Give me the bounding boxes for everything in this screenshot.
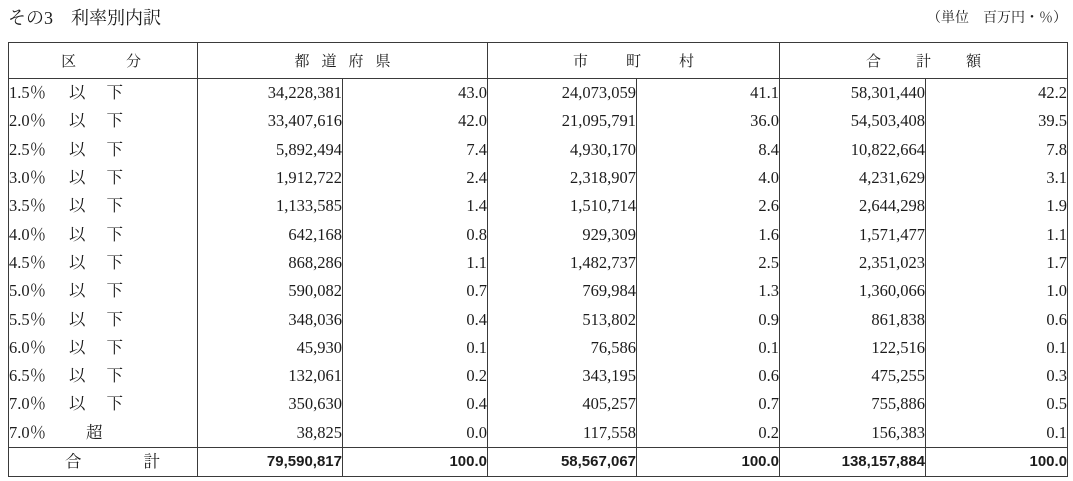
municipality-amount: 4,930,170 — [488, 136, 637, 164]
prefecture-amount: 132,061 — [198, 362, 343, 390]
rate-label: 7.0％ — [9, 394, 47, 414]
prefecture-percent: 0.4 — [343, 305, 488, 333]
condition-label: 以下 — [69, 309, 144, 329]
prefecture-amount: 590,082 — [198, 277, 343, 305]
condition-label: 超 — [86, 422, 103, 442]
rate-cell — [9, 419, 198, 448]
header-category — [9, 43, 198, 79]
condition-label: 以下 — [69, 83, 144, 103]
prefecture-percent: 7.4 — [343, 136, 488, 164]
total-percent: 0.5 — [1046, 394, 1068, 414]
total-amount: 1,360,066 — [780, 277, 926, 305]
prefecture-amount: 350,630 — [198, 390, 343, 418]
municipality-percent: 0.2 — [637, 419, 780, 448]
table-row — [9, 164, 1068, 192]
prefecture-percent: 0.2 — [343, 362, 488, 390]
prefecture-amount: 642,168 — [198, 220, 343, 248]
total-amount: 2,351,023 — [780, 249, 926, 277]
rate-cell — [9, 192, 198, 220]
total-amount: 58,301,440 — [780, 79, 926, 108]
condition-label: 以下 — [69, 281, 144, 301]
total-amount: 1,571,477 — [780, 220, 926, 248]
municipality-amount: 1,482,737 — [488, 249, 637, 277]
prefecture-amount: 33,407,616 — [198, 107, 343, 135]
prefecture-amount: 1,912,722 — [198, 164, 343, 192]
municipality-amount: 24,073,059 — [488, 79, 637, 108]
municipality-amount: 21,095,791 — [488, 107, 637, 135]
municipality-percent: 0.9 — [637, 305, 780, 333]
table-row — [9, 192, 1068, 220]
total-percent: 3.1 — [1046, 168, 1068, 188]
municipality-percent: 41.1 — [637, 79, 780, 108]
total-label: 合計 — [65, 451, 222, 471]
table-row — [9, 419, 1068, 448]
rate-cell — [9, 390, 198, 418]
rate-label: 3.5％ — [9, 196, 47, 216]
total-percent: 1.7 — [1046, 252, 1068, 272]
header-municipalities-label: 市町村 — [573, 54, 733, 70]
total-percent: 0.1 — [1046, 422, 1068, 442]
total-amount: 10,822,664 — [780, 136, 926, 164]
condition-label: 以下 — [69, 337, 144, 357]
total-amount: 861,838 — [780, 305, 926, 333]
prefecture-percent: 42.0 — [343, 107, 488, 135]
prefecture-amount: 34,228,381 — [198, 79, 343, 108]
page-title: その3 利率別内訳 — [8, 8, 161, 28]
grand-total-amount: 138,157,884 — [780, 447, 926, 476]
rate-cell — [9, 136, 198, 164]
municipality-amount: 513,802 — [488, 305, 637, 333]
total-percent: 39.5 — [1038, 111, 1068, 131]
municipality-percent: 36.0 — [637, 107, 780, 135]
rate-label: 2.0％ — [9, 111, 47, 131]
header-prefectures — [198, 43, 488, 79]
municipality-amount-total: 58,567,067 — [488, 447, 637, 476]
municipality-amount: 929,309 — [488, 220, 637, 248]
municipality-percent: 0.1 — [637, 334, 780, 362]
total-percent: 1.9 — [1046, 196, 1068, 216]
prefecture-amount-total: 79,590,817 — [198, 447, 343, 476]
prefecture-percent: 1.1 — [343, 249, 488, 277]
prefecture-percent: 2.4 — [343, 164, 488, 192]
rate-cell — [9, 79, 198, 108]
rate-label: 5.0％ — [9, 281, 47, 301]
total-amount: 4,231,629 — [780, 164, 926, 192]
rate-cell — [9, 277, 198, 305]
table-row — [9, 334, 1068, 362]
table-row — [9, 390, 1068, 418]
total-row — [9, 447, 1068, 476]
rate-cell — [9, 164, 198, 192]
rate-label: 6.0％ — [9, 337, 47, 357]
unit-note: （単位 百万円・％） — [927, 11, 1067, 26]
condition-label: 以下 — [69, 196, 144, 216]
rate-label: 6.5％ — [9, 366, 47, 386]
municipality-percent: 2.5 — [637, 249, 780, 277]
total-amount: 156,383 — [780, 419, 926, 448]
table-row — [9, 362, 1068, 390]
total-amount: 122,516 — [780, 334, 926, 362]
municipality-percent: 1.3 — [637, 277, 780, 305]
total-percent: 7.8 — [1046, 139, 1068, 159]
header-total-label: 合計額 — [866, 54, 1017, 70]
prefecture-percent: 0.7 — [343, 277, 488, 305]
header-prefectures-label: 都道府県 — [294, 54, 403, 70]
table-row — [9, 277, 1068, 305]
rate-cell — [9, 220, 198, 248]
condition-label: 以下 — [69, 252, 144, 272]
total-label-cell — [9, 447, 222, 476]
total-amount: 54,503,408 — [780, 107, 926, 135]
prefecture-amount: 868,286 — [198, 249, 343, 277]
table-row — [9, 136, 1068, 164]
prefecture-percent: 43.0 — [343, 79, 488, 108]
rate-cell — [9, 362, 198, 390]
total-amount: 755,886 — [780, 390, 926, 418]
total-percent: 42.2 — [1038, 83, 1068, 103]
municipality-amount: 76,586 — [488, 334, 637, 362]
condition-label: 以下 — [69, 224, 144, 244]
total-percent: 0.3 — [1046, 366, 1068, 386]
prefecture-amount: 38,825 — [198, 419, 343, 448]
total-percent: 0.6 — [1046, 309, 1068, 329]
header-total — [780, 43, 1068, 79]
municipality-percent: 0.6 — [637, 362, 780, 390]
prefecture-amount: 1,133,585 — [198, 192, 343, 220]
municipality-percent: 1.6 — [637, 220, 780, 248]
rate-cell — [9, 249, 198, 277]
municipality-percent: 2.6 — [637, 192, 780, 220]
prefecture-percent: 0.4 — [343, 390, 488, 418]
prefecture-amount: 348,036 — [198, 305, 343, 333]
header-category-label: 区分 — [61, 54, 192, 70]
condition-label: 以下 — [69, 139, 144, 159]
header-row — [9, 43, 1068, 79]
total-amount: 475,255 — [780, 362, 926, 390]
condition-label: 以下 — [69, 366, 144, 386]
municipality-amount: 405,257 — [488, 390, 637, 418]
grand-total-percent: 100.0 — [926, 447, 1068, 476]
table-row — [9, 305, 1068, 333]
municipality-amount: 1,510,714 — [488, 192, 637, 220]
rate-label: 4.0％ — [9, 224, 47, 244]
header-municipalities — [488, 43, 780, 79]
total-amount: 2,644,298 — [780, 192, 926, 220]
rate-cell — [9, 334, 198, 362]
table-row — [9, 249, 1068, 277]
table-row — [9, 79, 1068, 108]
condition-label: 以下 — [69, 394, 144, 414]
prefecture-amount: 5,892,494 — [198, 136, 343, 164]
municipality-percent: 4.0 — [637, 164, 780, 192]
municipality-amount: 769,984 — [488, 277, 637, 305]
prefecture-percent: 0.1 — [343, 334, 488, 362]
condition-label: 以下 — [69, 168, 144, 188]
rate-label: 2.5％ — [9, 139, 47, 159]
prefecture-amount: 45,930 — [198, 334, 343, 362]
prefecture-percent: 1.4 — [343, 192, 488, 220]
rate-label: 7.0％ — [9, 422, 47, 442]
total-percent: 1.0 — [1046, 281, 1068, 301]
rate-label: 4.5％ — [9, 252, 47, 272]
municipality-amount: 343,195 — [488, 362, 637, 390]
municipality-amount: 117,558 — [488, 419, 637, 448]
rate-label: 3.0％ — [9, 168, 47, 188]
prefecture-percent: 0.8 — [343, 220, 488, 248]
municipality-percent: 0.7 — [637, 390, 780, 418]
rate-cell — [9, 305, 198, 333]
table-row — [9, 220, 1068, 248]
prefecture-percent: 0.0 — [343, 419, 488, 448]
municipality-percent: 8.4 — [637, 136, 780, 164]
municipality-amount: 2,318,907 — [488, 164, 637, 192]
rate-label: 5.5％ — [9, 309, 47, 329]
total-percent: 0.1 — [1046, 337, 1068, 357]
condition-label: 以下 — [69, 111, 144, 131]
rate-label: 1.5％ — [9, 83, 47, 103]
interest-rate-table — [8, 42, 1068, 477]
municipality-percent-total: 100.0 — [637, 447, 780, 476]
total-percent: 1.1 — [1046, 224, 1068, 244]
table-row — [9, 107, 1068, 135]
prefecture-percent-total: 100.0 — [343, 447, 488, 476]
rate-cell — [9, 107, 198, 135]
